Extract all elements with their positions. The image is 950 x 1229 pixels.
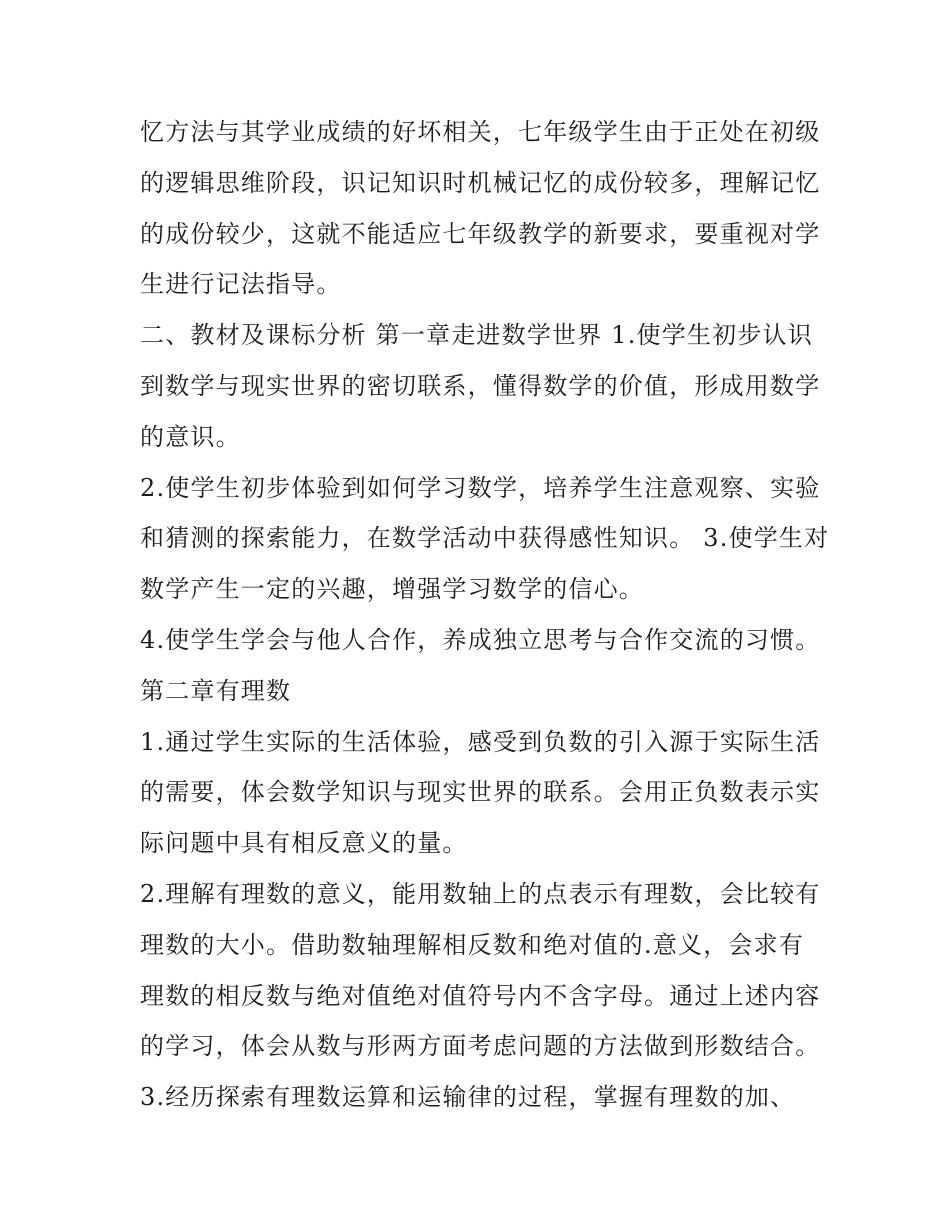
text-line: 际问题中具有相反意义的量。 — [140, 829, 468, 858]
text-line: 2.理解有理数的意义，能用数轴上的点表示有理数，会比较有 — [140, 879, 821, 908]
text-line: 的需要，体会数学知识与现实世界的联系。会用正负数表示实 — [140, 778, 821, 807]
text-line: 理数的大小。借助数轴理解相反数和绝对值的.意义，会求有 — [140, 930, 805, 959]
text-line: 理数的相反数与绝对值绝对值符号内不含字母。通过上述内容 — [140, 981, 821, 1010]
text-line: 4.使学生学会与他人合作，养成独立思考与合作交流的习惯。 — [140, 625, 821, 654]
text-line: 的意识。 — [140, 422, 241, 451]
text-line: 的成份较少，这就不能适应七年级教学的新要求，要重视对学 — [140, 219, 821, 248]
text-line: 忆方法与其学业成绩的好坏相关，七年级学生由于正处在初级 — [140, 118, 821, 146]
text-line: 的学习，体会从数与形两方面考虑问题的方法做到形数结合。 — [140, 1032, 821, 1061]
text-line: 1.通过学生实际的生活体验，感受到负数的引入源于实际生活 — [140, 727, 821, 756]
text-line: 2.使学生初步体验到如何学习数学，培养学生注意观察、实验 — [140, 473, 821, 502]
text-line: 生进行记法指导。 — [140, 270, 342, 299]
text-line: 的逻辑思维阶段，识记知识时机械记忆的成份较多，理解记忆 — [140, 168, 821, 197]
body-text — [140, 107, 830, 1123]
text-line: 数学产生一定的兴趣，增强学习数学的信心。 — [140, 575, 644, 604]
text-line: 和猜测的探索能力，在数学活动中获得感性知识。 3.使学生对 — [140, 524, 830, 553]
section-heading-line: 二、教材及课标分析 第一章走进数学世界 1.使学生初步认识 — [140, 321, 813, 350]
text-line: 到数学与现实世界的密切联系，懂得数学的价值，形成用数学 — [140, 371, 821, 400]
chapter-heading: 第二章有理数 — [140, 676, 292, 705]
text-line: 3.经历探索有理数运算和运输律的过程，掌握有理数的加、 — [140, 1083, 796, 1112]
